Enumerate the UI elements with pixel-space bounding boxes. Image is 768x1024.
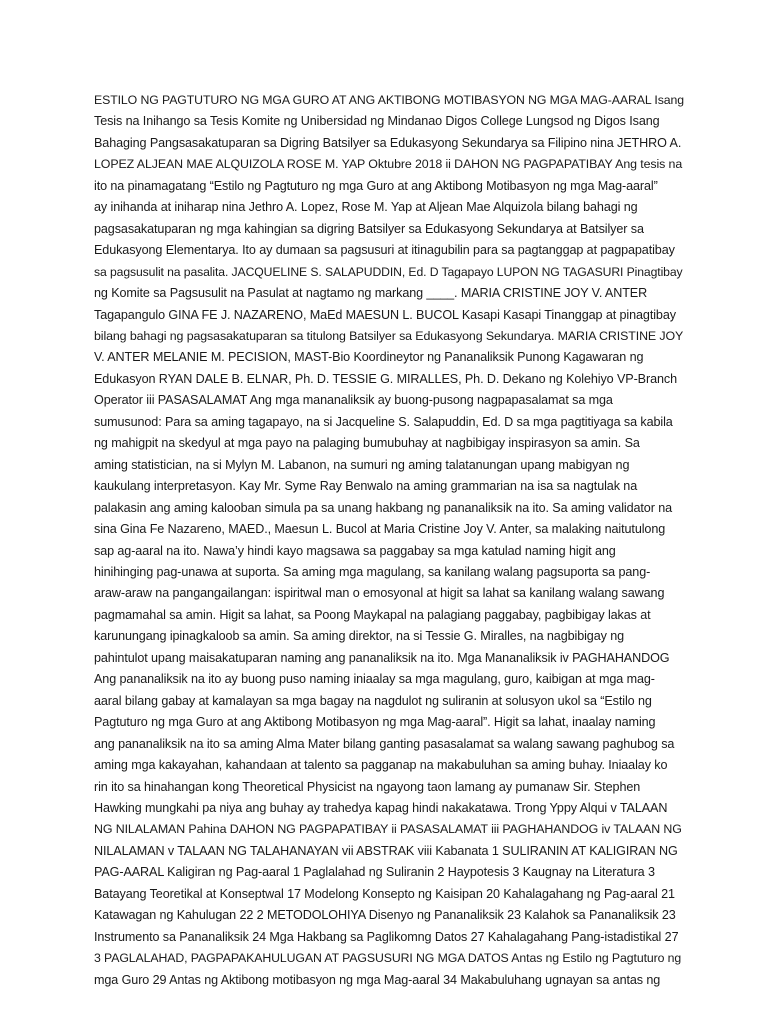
text-line: hinihinging pag-unawa at suporta. Sa aming mga magulang, sa kanilang walang pagsuporta sa pang- xyxy=(94,564,651,579)
text-line: bilang bahagi ng pagsasakatuparan sa titulong Batsilyer sa Edukasyong Sekundarya. MARIA CRISTINE JOY xyxy=(94,328,684,343)
text-line: ESTILO NG PAGTUTURO NG MGA GURO AT ANG AKTIBONG MOTIBASYON NG MGA MAG-AARAL Isang xyxy=(94,93,685,107)
text-line: kaukulang interpretasyon. Kay Mr. Syme Ray Benwalo na aming grammarian na isa sa nagtulak na xyxy=(94,479,638,494)
text-line: araw-araw na pangangailangan: ispiritwal man o emosyonal at higit sa lahat sa kanilang walang sawang xyxy=(94,586,665,601)
text-line: Tesis na Inihango sa Tesis Komite ng Unibersidad ng Mindanao Digos College Lungsod ng Digos Isang xyxy=(94,114,660,129)
text-line: NILALAMAN v TALAAN NG TALAHANAYAN vii ABSTRAK viii Kabanata 1 SULIRANIN AT KALIGIRAN NG xyxy=(94,843,678,858)
text-line: Batayang Teoretikal at Konseptwal 17 Modelong Konsepto ng Kaisipan 20 Kahalagahang ng Pag-aaral 21 xyxy=(94,886,675,901)
text-line: palakasin ang aming kalooban simula pa sa unang hakbang ng pananaliksik na ito. Sa aming validator na xyxy=(94,500,673,515)
document-body-text xyxy=(94,90,684,991)
text-line: PAG-AARAL Kaligiran ng Pag-aaral 1 Paglalahad ng Suliranin 2 Haypotesis 3 Kaugnay na Literatura 3 xyxy=(94,865,655,880)
text-line: rin ito sa hinahangan kong Theoretical Physicist na ngayong taon lamang ay pumanaw Sir. Stephen xyxy=(94,779,641,794)
text-line: Hawking mungkahi pa niya ang buhay ay trahedya kapag hindi nakakatawa. Trong Yppy Alqui v TALAAN xyxy=(94,800,668,815)
text-line: V. ANTER MELANIE M. PECISION, MAST-Bio Koordineytor ng Pananaliksik Punong Kagawaran ng xyxy=(94,350,644,365)
text-line: sap ag-aaral na ito. Nawa’y hindi kayo magsawa sa paggabay sa mga katulad naming higit ang xyxy=(94,543,616,558)
text-line: sa pagsusulit na pasalita. JACQUELINE S. SALAPUDDIN, Ed. D Tagapayo LUPON NG TAGASURI Pinagtibay xyxy=(94,264,683,279)
text-line: ay inihanda at iniharap nina Jethro A. Lopez, Rose M. Yap at Aljean Mae Alquizola bilang bahagi ng xyxy=(94,200,638,215)
text-line: LOPEZ ALJEAN MAE ALQUIZOLA ROSE M. YAP Oktubre 2018 ii DAHON NG PAGPAPATIBAY Ang tesis na xyxy=(94,157,683,172)
text-line: Edukasyong Elementarya. Ito ay dumaan sa pagsusuri at itinagubilin para sa pagtanggap at pagpapatibay xyxy=(94,243,675,258)
text-line: Tagapangulo GINA FE J. NAZARENO, MaEd MAESUN L. BUCOL Kasapi Kasapi Tinanggap at pinagtibay xyxy=(94,307,676,322)
text-line: aaral bilang gabay at kamalayan sa mga bagay na nagdulot ng suliranin at solusyon ukol sa “Estilo ng xyxy=(94,693,652,708)
text-line: pagmamahal sa amin. Higit sa lahat, sa Poong Maykapal na palagiang paggabay, pagbibigay lakas at xyxy=(94,607,651,622)
text-line: NG NILALAMAN Pahina DAHON NG PAGPAPATIBAY ii PASASALAMAT iii PAGHAHANDOG iv TALAAN NG xyxy=(94,822,682,837)
text-line: Ang pananaliksik na ito ay buong puso naming iniaalay sa mga magulang, guro, kaibigan at mga mag- xyxy=(94,672,655,687)
text-line: Instrumento sa Pananaliksik 24 Mga Hakbang sa Paglikomng Datos 27 Kahalagahang Pang-istadistikal 27 xyxy=(94,929,679,944)
text-line: Edukasyon RYAN DALE B. ELNAR, Ph. D. TESSIE G. MIRALLES, Ph. D. Dekano ng Kolehiyo VP-Branch xyxy=(94,371,677,386)
text-line: pagsasakatuparan ng mga kahingian sa digring Batsilyer sa Edukasyong Sekundarya at Batsilyer sa xyxy=(94,221,644,236)
text-line: sumusunod: Para sa aming tagapayo, na si Jacqueline S. Salapuddin, Ed. D sa mga pagtitiyaga sa kabila xyxy=(94,414,673,429)
text-line: 3 PAGLALAHAD, PAGPAPAKAHULUGAN AT PAGSUSURI NG MGA DATOS Antas ng Estilo ng Pagtuturo ng xyxy=(94,951,682,966)
text-line: Pagtuturo ng mga Guro at ang Aktibong Motibasyon ng mga Mag-aaral”. Higit sa lahat, inaalay naming xyxy=(94,715,656,730)
text-line: ng mahigpit na skedyul at mga payo na palaging bumubuhay at nagbibigay inspirasyon sa amin. Sa xyxy=(94,436,640,451)
text-line: aming statistician, na si Mylyn M. Labanon, na sumuri ng aming talatanungan upang mabigyan ng xyxy=(94,457,630,472)
text-line: aming mga kakayahan, kahandaan at talento sa pagganap na makabuluhan sa aming buhay. Iniaalay ko xyxy=(94,758,668,773)
text-line: karunungang ipinagkaloob sa amin. Sa aming direktor, na si Tessie G. Miralles, na nagbibigay ng xyxy=(94,629,625,644)
text-line: pahintulot upang maisakatuparan naming ang pananaliksik na ito. Mga Mananaliksik iv PAGHAHANDOG xyxy=(94,650,670,665)
text-line: ito na pinamagatang “Estilo ng Pagtuturo ng mga Guro at ang Aktibong Motibasyon ng mga Mag-aaral” xyxy=(94,178,658,193)
text-line: sina Gina Fe Nazareno, MAED., Maesun L. Bucol at Maria Cristine Joy V. Anter, sa malaking naitutulong xyxy=(94,522,666,537)
text-line: Bahaging Pangsasakatuparan sa Digring Batsilyer sa Edukasyong Sekundarya sa Filipino nina JETHRO A. xyxy=(94,135,682,150)
text-line: Operator iii PASASALAMAT Ang mga mananaliksik ay buong-pusong nagpapasalamat sa mga xyxy=(94,393,613,408)
text-line: mga Guro 29 Antas ng Aktibong motibasyon ng mga Mag-aaral 34 Makabuluhang ugnayan sa antas ng xyxy=(94,972,661,987)
text-line: ng Komite sa Pagsusulit na Pasulat at nagtamo ng markang ____. MARIA CRISTINE JOY V. ANTER xyxy=(94,286,648,301)
text-line: Katawagan ng Kahulugan 22 2 METODOLOHIYA Disenyo ng Pananaliksik 23 Kalahok sa Pananaliksik 23 xyxy=(94,908,676,923)
text-line: ang pananaliksik na ito sa aming Alma Mater bilang ganting pasasalamat sa walang sawang paghubog sa xyxy=(94,736,675,751)
